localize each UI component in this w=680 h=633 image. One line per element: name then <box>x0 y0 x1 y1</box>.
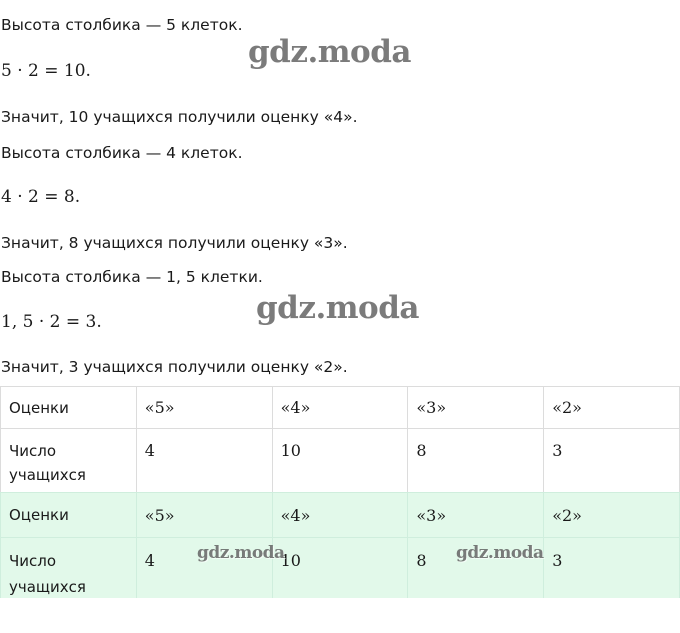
equation-line: 1, 5 · 2 = 3. <box>1 312 102 332</box>
text-line: Высота столбика — 5 клеток. <box>1 16 243 34</box>
page-bottom-blank <box>0 598 680 633</box>
table-cell: «3» <box>408 387 544 429</box>
watermark: gdz.moda <box>456 543 544 563</box>
table-cell: 3 <box>544 538 680 601</box>
table-cell: «5» <box>136 387 272 429</box>
table-cell: «4» <box>272 387 408 429</box>
text-line: Высота столбика — 4 клеток. <box>1 144 243 162</box>
table-cell: 4 <box>136 538 272 601</box>
equation-line: 5 · 2 = 10. <box>1 61 91 81</box>
grades-table <box>0 386 680 493</box>
watermark: gdz.moda <box>197 543 285 563</box>
table-cell: 10 <box>272 429 408 493</box>
table-header-cell: Число учащихся <box>1 429 137 493</box>
table-cell: 8 <box>408 429 544 493</box>
answer-table <box>0 492 680 601</box>
table-header-cell: Оценки <box>1 387 137 429</box>
table-row <box>1 387 680 429</box>
equation-line: 4 · 2 = 8. <box>1 187 81 207</box>
text-line: Значит, 3 учащихся получили оценку «2». <box>1 358 348 376</box>
table-cell: 10 <box>272 538 408 601</box>
table-header-cell: Оценки <box>1 493 137 538</box>
table-cell: «5» <box>136 493 272 538</box>
table-cell: «2» <box>544 387 680 429</box>
table-row <box>1 493 680 538</box>
table-cell: «2» <box>544 493 680 538</box>
watermark: gdz.moda <box>256 290 419 326</box>
table-cell: «3» <box>408 493 544 538</box>
text-line: Высота столбика — 1, 5 клетки. <box>1 268 263 286</box>
text-line: Значит, 8 учащихся получили оценку «3». <box>1 234 348 252</box>
table-row <box>1 429 680 493</box>
text-line: Значит, 10 учащихся получили оценку «4». <box>1 108 358 126</box>
watermark: gdz.moda <box>248 34 411 70</box>
table-cell: 4 <box>136 429 272 493</box>
table-header-cell: Число учащихся <box>1 538 137 601</box>
table-row <box>1 538 680 601</box>
table-cell: 8 <box>408 538 544 601</box>
table-cell: 3 <box>544 429 680 493</box>
table-cell: «4» <box>272 493 408 538</box>
